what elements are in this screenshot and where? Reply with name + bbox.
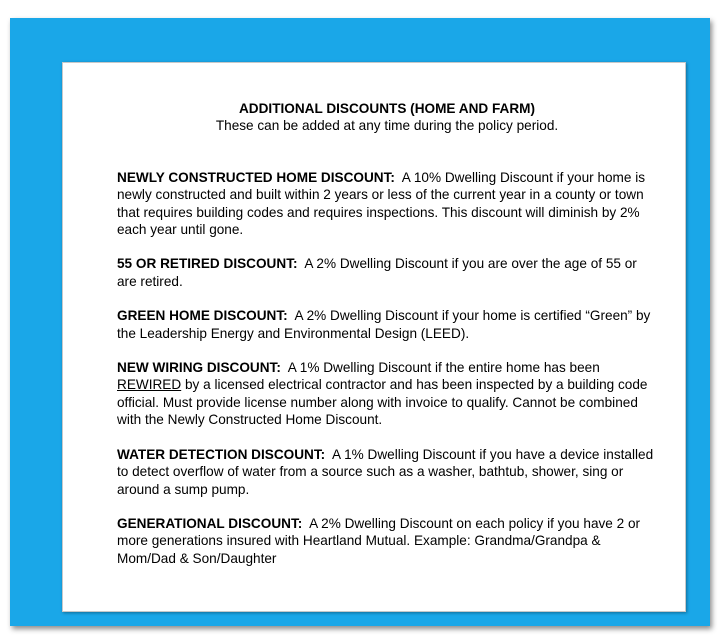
section-green-home — [117, 307, 657, 342]
section-text: A 2% Dwelling Discount on each policy if you have 2 or more generations insured with Heartland Mutual. Example: Grandma/Grandpa & Mom/Dad & Son/Daughter — [117, 515, 641, 566]
section-label: 55 OR RETIRED DISCOUNT: — [117, 256, 298, 272]
section-label: NEWLY CONSTRUCTED HOME DISCOUNT: — [117, 169, 395, 185]
section-water-detection — [117, 446, 657, 498]
section-generational — [117, 515, 657, 567]
section-newly-constructed — [117, 169, 657, 239]
section-55-or-retired — [117, 255, 657, 290]
section-text: A 2% Dwelling Discount if you are over the age of 55 or are retired. — [117, 256, 637, 289]
document-title: ADDITIONAL DISCOUNTS (HOME AND FARM) — [238, 101, 536, 116]
section-text-before: A 1% Dwelling Discount if the entire home has been — [287, 360, 600, 376]
blue-frame — [10, 18, 710, 626]
section-label: GENERATIONAL DISCOUNT: — [117, 515, 303, 531]
section-label: NEW WIRING DISCOUNT: — [117, 360, 281, 376]
document-subtitle: These can be added at any time during the policy period. — [215, 118, 559, 134]
section-label: GREEN HOME DISCOUNT: — [117, 308, 288, 324]
document-page — [62, 62, 686, 612]
section-text: A 10% Dwelling Discount if your home is newly constructed and built within 2 years or less of the current year in a county or town that requires building codes and requires inspections. This discount will diminish by 2% each year until gone. — [117, 169, 646, 238]
section-text: A 1% Dwelling Discount if you have a device installed to detect overflow of water from a source such as a washer, bathtub, shower, sing or around a sump pump. — [117, 446, 654, 497]
document-content — [117, 100, 657, 567]
section-text-underlined: REWIRED — [117, 377, 182, 393]
section-text-after: by a licensed electrical contractor and has been inspected by a building code official. Must provide license number along with invoice to qualify. Cannot be combined with the Newly Constructed Home Discount. — [117, 377, 648, 428]
section-new-wiring — [117, 359, 657, 429]
section-label: WATER DETECTION DISCOUNT: — [117, 446, 326, 462]
section-text: A 2% Dwelling Discount if your home is certified “Green” by the Leadership Energy and Environmental Design (LEED). — [117, 308, 651, 341]
document-heading — [117, 100, 657, 135]
